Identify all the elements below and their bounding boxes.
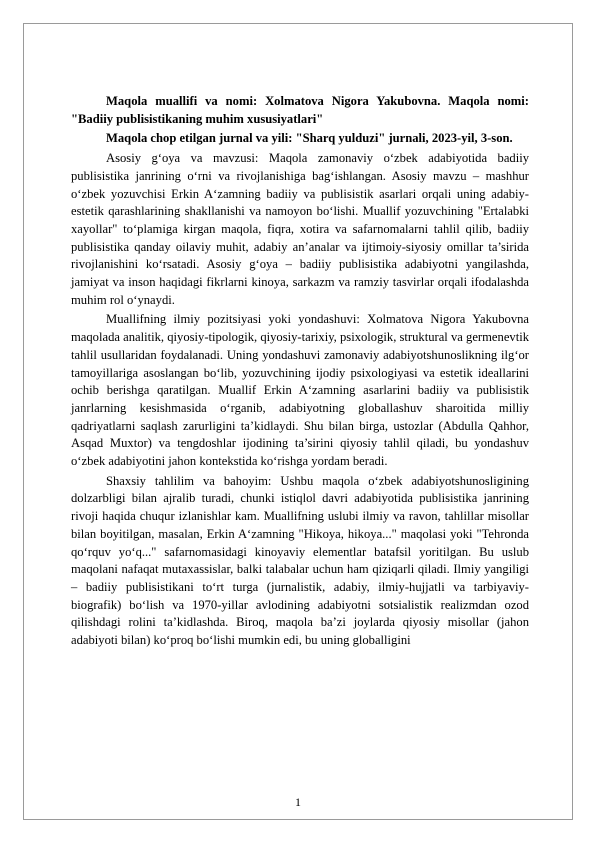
- journal-line: Maqola chop etilgan jurnal va yili: "Sharq yulduzi" jurnali, 2023-yil, 3-son.: [106, 131, 513, 146]
- paragraph-author-approach: Muallifning ilmiy pozitsiyasi yoki yondashuvi: Xolmatova Nigora Yakubovna maqolada analitik, qiyosiy-tipologik, qiyosiy-tarixiy, psixologik, struktural va germenevtik tahlil usullaridan foydalanadi. Uning yondashuvi zamonaviy adabiyotshunoslikning ilg‘or tamoyillariga asoslangan bo‘lib, yozuvchining ijodiy psixologiyasi va estetik ideallarini ochib berishga qaratilgan. Muallif Erkin A‘zamning asarlarini badiiy va publisistik janrlarning kesishmasida o‘rganib, adabiyotning globallashuv sharoitida milliy qadriyatlarni saqlash zarurligini ta’kidlaydi. Shu bilan birga, ustozlar (Abdulla Qahhor, Asqad Muxtor) va tengdoshlar ijodining ta’sirini qiyosiy tahlil qiladi, bu yondashuv o‘zbek adabiyotini jahon kontekstida ko‘rishga yordam beradi.: [71, 312, 529, 469]
- page-number: 1: [295, 795, 301, 809]
- author-title-line: Maqola muallifi va nomi: Xolmatova Nigora Yakubovna. Maqola nomi: "Badiiy publisistikaning muhim xususiyatlari": [71, 94, 529, 126]
- paragraph-personal-analysis: Shaxsiy tahlilim va bahoyim: Ushbu maqola o‘zbek adabiyotshunosligining dolzarbligi bilan ajralib turadi, chunki istiqlol davri adabiyotida publisistika janrining rivoji haqida chuqur izlanishlar kam. Muallifning uslubi ilmiy va ravon, tahlillar misollar bilan boyitilgan, masalan, Erkin A‘zamning "Hikoya, hikoya..." maqolasi yoki "Tehronda qo‘rquv yo‘q..." safarnomasidagi kinoyaviy elementlar batafsil yoritilgan. Bu uslub maqolani nafaqat mutaxassislar, balki talabalar uchun ham qiziqarli qiladi. Ilmiy yangiligi – badiiy publisistikani to‘rt turga (jurnalistik, adabiy, ilmiy-hujjatli va tarbiyaviy-biografik) bo‘lish va 1970-yillar avlodining adabiyotni sotsialistik realizmdan ozod qilishdagi rolini ta’kidlashda. Biroq, maqola ba’zi joylarda qiyosiy misollar (jahon adabiyoti bilan) ko‘proq bo‘lishi mumkin edi, bu uning globalligini: [71, 473, 529, 648]
- document-body: [71, 93, 529, 652]
- paragraph-main-idea: Asosiy g‘oya va mavzusi: Maqola zamonaviy o‘zbek adabiyotida badiiy publisistika janrining o‘rni va rivojlanishiga bag‘ishlangan. Asosiy mavzu – mashhur o‘zbek yozuvchisi Erkin A‘zamning badiiy va publisistik asarlari orqali uning adabiy-estetik qarashlarining shakllanishi va namoyon bo‘lishi. Muallif yozuvchining "Ertalabki xayollar" to‘plamiga kirgan maqola, fiqra, xotira va safarnomalarni tahlil qilib, badiiy publisistika qanday oilaviy muhit, adabiy an’analar va ijtimoiy-siyosiy omillar ta’sirida rivojlanishini ko‘rsatadi. Asosiy g‘oya – badiiy publisistika adabiyotni yangilashda, jamiyat va inson haqidagi fikrlarni kinoya, sarkazm va ramziy tasvirlar orqali ifodalashda muhim rol o‘ynaydi.: [71, 151, 529, 307]
